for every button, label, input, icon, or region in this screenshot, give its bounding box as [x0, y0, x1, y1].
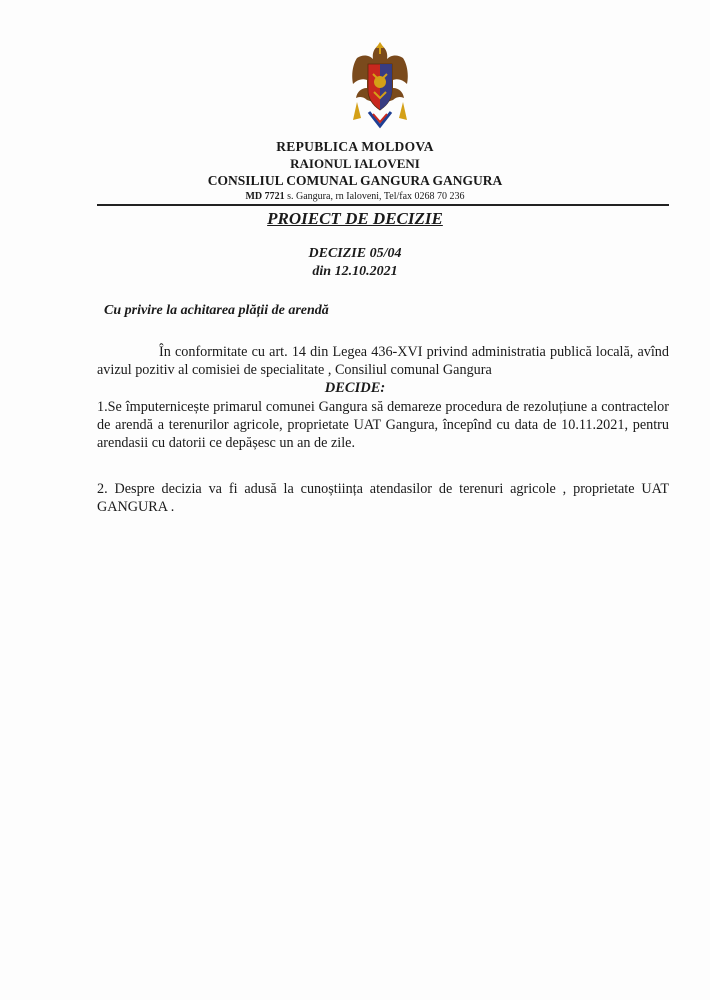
intro-paragraph: În conformitate cu art. 14 din Legea 436-XVI privind administratia publică locală, avînd avizul pozitiv al comisiei de specialitate , Consiliul comunal Gangura [97, 344, 669, 379]
header-district: RAIONUL IALOVENI [290, 156, 420, 171]
document-type-title: PROIECT DE DECIZIE [267, 209, 443, 228]
header-address-line [0, 191, 710, 202]
postal-code: MD 7721 [245, 191, 285, 202]
header-country: REPUBLICA MOLDOVA [276, 139, 434, 154]
address-text: s. Gangura, rn Ialoveni, Tel/fax 0268 70 236 [284, 191, 465, 202]
decision-number: DECIZIE 05/04 [308, 246, 402, 261]
header-divider [97, 204, 669, 206]
decision-point-2: 2. Despre decizia va fi adusă la cunoștiința atendasilor de terenuri agricole , proprietate UAT GANGURA . [97, 481, 669, 516]
decision-date: din 12.10.2021 [312, 264, 398, 279]
decide-heading: DECIDE: [324, 380, 386, 396]
header-council: CONSILIUL COMUNAL GANGURA GANGURA [207, 173, 503, 188]
moldova-coat-of-arms-icon [343, 40, 417, 130]
decision-point-1: 1.Se împuternicește primarul comunei Gangura să demareze procedura de rezoluțiune a contractelor de arendă a terenurilor agricole, proprietate UAT Gangura, începînd cu data de 10.11.2021, pentru arendasii cu datorii ce depășesc un an de zile. [97, 399, 669, 452]
decision-subject: Cu privire la achitarea plății de arendă [104, 303, 329, 318]
